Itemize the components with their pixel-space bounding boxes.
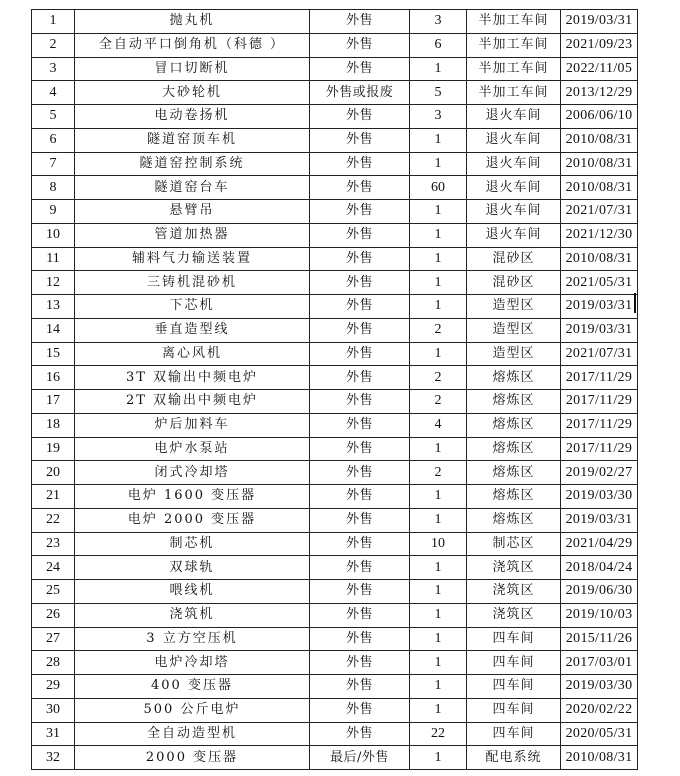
equipment-name-cell: 垂直造型线 bbox=[75, 318, 310, 342]
equipment-name-cell: 3T 双输出中频电炉 bbox=[75, 366, 310, 390]
equipment-name-cell: 电炉水泵站 bbox=[75, 437, 310, 461]
equipment-name-cell: 双球轨 bbox=[75, 556, 310, 580]
equipment-name-cell: 闭式冷却塔 bbox=[75, 461, 310, 485]
disposition-cell: 外售 bbox=[310, 247, 410, 271]
row-number-cell: 32 bbox=[32, 746, 75, 770]
quantity-cell: 10 bbox=[410, 532, 467, 556]
quantity-cell: 1 bbox=[410, 342, 467, 366]
table-row bbox=[32, 295, 638, 319]
quantity-cell: 1 bbox=[410, 271, 467, 295]
table-row bbox=[32, 556, 638, 580]
row-number-cell: 13 bbox=[32, 295, 75, 319]
row-number-cell: 6 bbox=[32, 128, 75, 152]
date-cell: 2013/12/29 bbox=[561, 81, 638, 105]
equipment-name-cell: 冒口切断机 bbox=[75, 57, 310, 81]
date-cell: 2019/03/31 bbox=[561, 295, 638, 319]
disposition-cell: 外售 bbox=[310, 556, 410, 580]
row-number-cell: 24 bbox=[32, 556, 75, 580]
date-cell: 2021/12/30 bbox=[561, 223, 638, 247]
disposition-cell: 外售 bbox=[310, 532, 410, 556]
disposition-cell: 外售 bbox=[310, 508, 410, 532]
location-cell: 退火车间 bbox=[467, 200, 561, 224]
equipment-name-cell: 400 变压器 bbox=[75, 675, 310, 699]
row-number-cell: 31 bbox=[32, 722, 75, 746]
quantity-cell: 2 bbox=[410, 390, 467, 414]
table-row bbox=[32, 223, 638, 247]
row-number-cell: 1 bbox=[32, 10, 75, 34]
table-row bbox=[32, 675, 638, 699]
row-number-cell: 19 bbox=[32, 437, 75, 461]
table-row bbox=[32, 33, 638, 57]
equipment-table-body bbox=[32, 10, 638, 770]
equipment-name-cell: 电炉 1600 变压器 bbox=[75, 485, 310, 509]
equipment-name-cell: 管道加热器 bbox=[75, 223, 310, 247]
row-number-cell: 11 bbox=[32, 247, 75, 271]
quantity-cell: 1 bbox=[410, 128, 467, 152]
table-row bbox=[32, 461, 638, 485]
quantity-cell: 1 bbox=[410, 627, 467, 651]
table-row bbox=[32, 698, 638, 722]
row-number-cell: 22 bbox=[32, 508, 75, 532]
location-cell: 半加工车间 bbox=[467, 81, 561, 105]
location-cell: 四车间 bbox=[467, 627, 561, 651]
row-number-cell: 21 bbox=[32, 485, 75, 509]
date-cell: 2019/03/31 bbox=[561, 318, 638, 342]
quantity-cell: 1 bbox=[410, 200, 467, 224]
row-number-cell: 7 bbox=[32, 152, 75, 176]
disposition-cell: 外售 bbox=[310, 580, 410, 604]
date-cell: 2021/05/31 bbox=[561, 271, 638, 295]
date-cell: 2010/08/31 bbox=[561, 746, 638, 770]
table-row bbox=[32, 485, 638, 509]
table-row bbox=[32, 200, 638, 224]
date-cell: 2019/03/30 bbox=[561, 485, 638, 509]
equipment-name-cell: 全自动平口倒角机（科德 ） bbox=[75, 33, 310, 57]
table-row bbox=[32, 247, 638, 271]
equipment-name-cell: 炉后加料车 bbox=[75, 413, 310, 437]
quantity-cell: 1 bbox=[410, 746, 467, 770]
date-cell: 2022/11/05 bbox=[561, 57, 638, 81]
table-row bbox=[32, 152, 638, 176]
equipment-name-cell: 三铸机混砂机 bbox=[75, 271, 310, 295]
table-row bbox=[32, 128, 638, 152]
table-row bbox=[32, 271, 638, 295]
table-row bbox=[32, 176, 638, 200]
location-cell: 造型区 bbox=[467, 295, 561, 319]
quantity-cell: 1 bbox=[410, 295, 467, 319]
location-cell: 混砂区 bbox=[467, 271, 561, 295]
disposition-cell: 外售 bbox=[310, 437, 410, 461]
date-cell: 2010/08/31 bbox=[561, 176, 638, 200]
location-cell: 半加工车间 bbox=[467, 33, 561, 57]
row-number-cell: 17 bbox=[32, 390, 75, 414]
date-cell: 2017/11/29 bbox=[561, 366, 638, 390]
location-cell: 熔炼区 bbox=[467, 390, 561, 414]
equipment-name-cell: 悬臂吊 bbox=[75, 200, 310, 224]
row-number-cell: 30 bbox=[32, 698, 75, 722]
quantity-cell: 1 bbox=[410, 152, 467, 176]
table-row bbox=[32, 746, 638, 770]
disposition-cell: 外售 bbox=[310, 176, 410, 200]
equipment-name-cell: 大砂轮机 bbox=[75, 81, 310, 105]
location-cell: 制芯区 bbox=[467, 532, 561, 556]
table-row bbox=[32, 342, 638, 366]
date-cell: 2020/02/22 bbox=[561, 698, 638, 722]
row-number-cell: 25 bbox=[32, 580, 75, 604]
disposition-cell: 外售 bbox=[310, 603, 410, 627]
date-cell: 2021/04/29 bbox=[561, 532, 638, 556]
date-cell: 2020/05/31 bbox=[561, 722, 638, 746]
quantity-cell: 1 bbox=[410, 556, 467, 580]
location-cell: 四车间 bbox=[467, 722, 561, 746]
disposition-cell: 外售 bbox=[310, 318, 410, 342]
row-number-cell: 9 bbox=[32, 200, 75, 224]
location-cell: 退火车间 bbox=[467, 105, 561, 129]
date-cell: 2017/11/29 bbox=[561, 437, 638, 461]
location-cell: 四车间 bbox=[467, 698, 561, 722]
date-cell: 2010/08/31 bbox=[561, 247, 638, 271]
quantity-cell: 4 bbox=[410, 413, 467, 437]
table-row bbox=[32, 532, 638, 556]
date-cell: 2019/03/31 bbox=[561, 10, 638, 34]
text-cursor-mark bbox=[634, 293, 636, 313]
equipment-name-cell: 下芯机 bbox=[75, 295, 310, 319]
equipment-name-cell: 辅料气力输送装置 bbox=[75, 247, 310, 271]
table-row bbox=[32, 627, 638, 651]
disposition-cell: 外售 bbox=[310, 390, 410, 414]
disposition-cell: 外售 bbox=[310, 366, 410, 390]
row-number-cell: 23 bbox=[32, 532, 75, 556]
disposition-cell: 外售 bbox=[310, 722, 410, 746]
date-cell: 2017/03/01 bbox=[561, 651, 638, 675]
equipment-name-cell: 电炉冷却塔 bbox=[75, 651, 310, 675]
location-cell: 半加工车间 bbox=[467, 10, 561, 34]
equipment-name-cell: 500 公斤电炉 bbox=[75, 698, 310, 722]
date-cell: 2006/06/10 bbox=[561, 105, 638, 129]
quantity-cell: 1 bbox=[410, 247, 467, 271]
equipment-table bbox=[31, 9, 638, 770]
table-row bbox=[32, 105, 638, 129]
row-number-cell: 26 bbox=[32, 603, 75, 627]
date-cell: 2015/11/26 bbox=[561, 627, 638, 651]
location-cell: 熔炼区 bbox=[467, 413, 561, 437]
equipment-name-cell: 离心风机 bbox=[75, 342, 310, 366]
date-cell: 2021/07/31 bbox=[561, 200, 638, 224]
date-cell: 2010/08/31 bbox=[561, 152, 638, 176]
location-cell: 混砂区 bbox=[467, 247, 561, 271]
disposition-cell: 外售 bbox=[310, 295, 410, 319]
disposition-cell: 外售 bbox=[310, 413, 410, 437]
disposition-cell: 外售 bbox=[310, 342, 410, 366]
date-cell: 2017/11/29 bbox=[561, 413, 638, 437]
location-cell: 熔炼区 bbox=[467, 461, 561, 485]
disposition-cell: 外售 bbox=[310, 651, 410, 675]
disposition-cell: 外售 bbox=[310, 675, 410, 699]
quantity-cell: 1 bbox=[410, 437, 467, 461]
location-cell: 熔炼区 bbox=[467, 508, 561, 532]
disposition-cell: 外售 bbox=[310, 128, 410, 152]
quantity-cell: 1 bbox=[410, 675, 467, 699]
disposition-cell: 外售 bbox=[310, 698, 410, 722]
disposition-cell: 外售 bbox=[310, 152, 410, 176]
row-number-cell: 3 bbox=[32, 57, 75, 81]
equipment-name-cell: 电动卷扬机 bbox=[75, 105, 310, 129]
row-number-cell: 28 bbox=[32, 651, 75, 675]
quantity-cell: 2 bbox=[410, 461, 467, 485]
table-row bbox=[32, 81, 638, 105]
table-row bbox=[32, 722, 638, 746]
disposition-cell: 最后/外售 bbox=[310, 746, 410, 770]
equipment-name-cell: 隧道窑台车 bbox=[75, 176, 310, 200]
location-cell: 退火车间 bbox=[467, 128, 561, 152]
row-number-cell: 16 bbox=[32, 366, 75, 390]
disposition-cell: 外售或报废 bbox=[310, 81, 410, 105]
disposition-cell: 外售 bbox=[310, 105, 410, 129]
disposition-cell: 外售 bbox=[310, 461, 410, 485]
date-cell: 2021/07/31 bbox=[561, 342, 638, 366]
location-cell: 浇筑区 bbox=[467, 556, 561, 580]
table-row bbox=[32, 580, 638, 604]
location-cell: 浇筑区 bbox=[467, 603, 561, 627]
quantity-cell: 1 bbox=[410, 603, 467, 627]
location-cell: 配电系统 bbox=[467, 746, 561, 770]
location-cell: 浇筑区 bbox=[467, 580, 561, 604]
quantity-cell: 1 bbox=[410, 508, 467, 532]
quantity-cell: 3 bbox=[410, 10, 467, 34]
row-number-cell: 29 bbox=[32, 675, 75, 699]
quantity-cell: 1 bbox=[410, 580, 467, 604]
table-row bbox=[32, 651, 638, 675]
equipment-name-cell: 3 立方空压机 bbox=[75, 627, 310, 651]
quantity-cell: 1 bbox=[410, 698, 467, 722]
location-cell: 熔炼区 bbox=[467, 485, 561, 509]
location-cell: 熔炼区 bbox=[467, 437, 561, 461]
disposition-cell: 外售 bbox=[310, 10, 410, 34]
disposition-cell: 外售 bbox=[310, 627, 410, 651]
disposition-cell: 外售 bbox=[310, 485, 410, 509]
disposition-cell: 外售 bbox=[310, 33, 410, 57]
location-cell: 退火车间 bbox=[467, 223, 561, 247]
quantity-cell: 2 bbox=[410, 318, 467, 342]
date-cell: 2019/10/03 bbox=[561, 603, 638, 627]
equipment-name-cell: 全自动造型机 bbox=[75, 722, 310, 746]
quantity-cell: 22 bbox=[410, 722, 467, 746]
disposition-cell: 外售 bbox=[310, 271, 410, 295]
row-number-cell: 14 bbox=[32, 318, 75, 342]
date-cell: 2019/02/27 bbox=[561, 461, 638, 485]
quantity-cell: 3 bbox=[410, 105, 467, 129]
table-row bbox=[32, 508, 638, 532]
row-number-cell: 4 bbox=[32, 81, 75, 105]
row-number-cell: 15 bbox=[32, 342, 75, 366]
date-cell: 2021/09/23 bbox=[561, 33, 638, 57]
row-number-cell: 8 bbox=[32, 176, 75, 200]
row-number-cell: 20 bbox=[32, 461, 75, 485]
table-row bbox=[32, 10, 638, 34]
table-row bbox=[32, 603, 638, 627]
equipment-name-cell: 喂线机 bbox=[75, 580, 310, 604]
table-row bbox=[32, 390, 638, 414]
row-number-cell: 2 bbox=[32, 33, 75, 57]
table-row bbox=[32, 318, 638, 342]
location-cell: 四车间 bbox=[467, 651, 561, 675]
disposition-cell: 外售 bbox=[310, 57, 410, 81]
date-cell: 2018/04/24 bbox=[561, 556, 638, 580]
quantity-cell: 1 bbox=[410, 57, 467, 81]
quantity-cell: 1 bbox=[410, 485, 467, 509]
location-cell: 造型区 bbox=[467, 342, 561, 366]
table-row bbox=[32, 57, 638, 81]
row-number-cell: 18 bbox=[32, 413, 75, 437]
date-cell: 2017/11/29 bbox=[561, 390, 638, 414]
quantity-cell: 6 bbox=[410, 33, 467, 57]
equipment-name-cell: 隧道窑控制系统 bbox=[75, 152, 310, 176]
equipment-name-cell: 隧道窑顶车机 bbox=[75, 128, 310, 152]
quantity-cell: 2 bbox=[410, 366, 467, 390]
date-cell: 2019/03/30 bbox=[561, 675, 638, 699]
date-cell: 2019/06/30 bbox=[561, 580, 638, 604]
row-number-cell: 27 bbox=[32, 627, 75, 651]
location-cell: 熔炼区 bbox=[467, 366, 561, 390]
row-number-cell: 5 bbox=[32, 105, 75, 129]
quantity-cell: 1 bbox=[410, 223, 467, 247]
location-cell: 退火车间 bbox=[467, 152, 561, 176]
location-cell: 四车间 bbox=[467, 675, 561, 699]
disposition-cell: 外售 bbox=[310, 223, 410, 247]
equipment-name-cell: 2T 双输出中频电炉 bbox=[75, 390, 310, 414]
equipment-name-cell: 浇筑机 bbox=[75, 603, 310, 627]
table-row bbox=[32, 437, 638, 461]
date-cell: 2010/08/31 bbox=[561, 128, 638, 152]
equipment-name-cell: 抛丸机 bbox=[75, 10, 310, 34]
quantity-cell: 5 bbox=[410, 81, 467, 105]
disposition-cell: 外售 bbox=[310, 200, 410, 224]
row-number-cell: 12 bbox=[32, 271, 75, 295]
location-cell: 半加工车间 bbox=[467, 57, 561, 81]
quantity-cell: 1 bbox=[410, 651, 467, 675]
date-cell: 2019/03/31 bbox=[561, 508, 638, 532]
table-row bbox=[32, 366, 638, 390]
table-row bbox=[32, 413, 638, 437]
quantity-cell: 60 bbox=[410, 176, 467, 200]
location-cell: 退火车间 bbox=[467, 176, 561, 200]
equipment-name-cell: 电炉 2000 变压器 bbox=[75, 508, 310, 532]
equipment-name-cell: 制芯机 bbox=[75, 532, 310, 556]
row-number-cell: 10 bbox=[32, 223, 75, 247]
location-cell: 造型区 bbox=[467, 318, 561, 342]
equipment-name-cell: 2000 变压器 bbox=[75, 746, 310, 770]
